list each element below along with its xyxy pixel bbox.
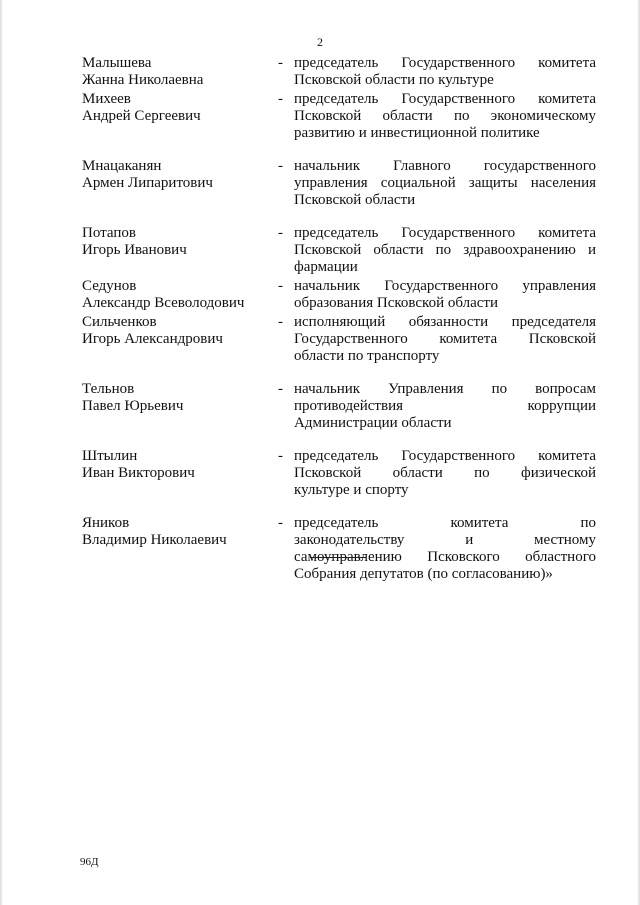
- member-given-names: Владимир Николаевич: [82, 532, 227, 548]
- position-line: председатель Государственного комитета: [294, 55, 596, 71]
- member-surname: Потапов: [82, 225, 136, 241]
- position-line: Псковской области по культуре: [294, 72, 494, 88]
- member-position: [294, 448, 596, 499]
- position-line: начальник Управления по вопросам: [294, 381, 596, 397]
- entry-dash: -: [278, 448, 283, 464]
- position-line: Псковской области по здравоохранению и: [294, 242, 596, 258]
- position-line: Администрации области: [294, 415, 452, 431]
- member-surname: Малышева: [82, 55, 152, 71]
- member-name: [82, 515, 278, 583]
- position-line: начальник Главного государственного: [294, 158, 596, 174]
- position-line: самоуправлению Псковского областного: [294, 549, 596, 565]
- position-line: образования Псковской области: [294, 295, 498, 311]
- position-line: председатель Государственного комитета: [294, 448, 596, 464]
- position-line: председатель комитета по: [294, 515, 596, 531]
- member-given-names: Александр Всеволодович: [82, 295, 245, 311]
- entry-dash: -: [278, 314, 283, 330]
- position-line: области по транспорту: [294, 348, 440, 364]
- position-line: Псковской области по физической: [294, 465, 596, 481]
- member-entry: [82, 515, 598, 583]
- member-position: [294, 314, 596, 365]
- position-line: развитию и инвестиционной политике: [294, 125, 540, 141]
- entry-dash: -: [278, 55, 283, 71]
- position-line: управления социальной защиты населения: [294, 175, 596, 191]
- entry-dash: -: [278, 225, 283, 241]
- member-surname: Сильченков: [82, 314, 157, 330]
- member-name: [82, 225, 278, 276]
- footer-code: 96Д: [80, 856, 99, 868]
- member-entry: [82, 158, 598, 209]
- member-position: [294, 515, 596, 583]
- member-entry: [82, 55, 598, 89]
- member-name: [82, 278, 278, 312]
- page-number: 2: [317, 35, 323, 49]
- member-position: [294, 55, 596, 89]
- member-list: [82, 55, 598, 583]
- entry-dash: -: [278, 158, 283, 174]
- member-entry: [82, 278, 598, 312]
- member-given-names: Андрей Сергеевич: [82, 108, 201, 124]
- position-line: противодействия коррупции: [294, 398, 596, 414]
- member-position: [294, 91, 596, 142]
- position-line: председатель Государственного комитета: [294, 225, 596, 241]
- position-line: председатель Государственного комитета: [294, 91, 596, 107]
- member-name: [82, 314, 278, 365]
- member-entry: [82, 91, 598, 142]
- position-line: начальник Государственного управления: [294, 278, 596, 294]
- member-given-names: Игорь Иванович: [82, 242, 187, 258]
- scan-edge-left: [0, 0, 3, 905]
- entry-dash: -: [278, 278, 283, 294]
- member-surname: Мнацаканян: [82, 158, 162, 174]
- position-line: фармации: [294, 259, 358, 275]
- member-name: [82, 55, 278, 89]
- member-entry: [82, 381, 598, 432]
- position-line: Псковской области по экономическому: [294, 108, 596, 124]
- member-position: [294, 225, 596, 276]
- position-line: Собрания депутатов (по согласованию)»: [294, 566, 553, 582]
- member-given-names: Павел Юрьевич: [82, 398, 184, 414]
- position-line: Государственного комитета Псковской: [294, 331, 596, 347]
- position-line: культуре и спорту: [294, 482, 409, 498]
- member-given-names: Жанна Николаевна: [82, 72, 204, 88]
- member-surname: Михеев: [82, 91, 131, 107]
- position-line: законодательству и местному: [294, 532, 596, 548]
- member-entry: [82, 225, 598, 276]
- position-line: исполняющий обязанности председателя: [294, 314, 596, 330]
- member-entry: [82, 314, 598, 365]
- closing-separator-line: [310, 557, 366, 558]
- member-surname: Седунов: [82, 278, 137, 294]
- member-name: [82, 158, 278, 209]
- member-surname: Штылин: [82, 448, 138, 464]
- member-position: [294, 158, 596, 209]
- member-name: [82, 381, 278, 432]
- member-surname: Яников: [82, 515, 130, 531]
- entry-dash: -: [278, 91, 283, 107]
- member-given-names: Армен Липаритович: [82, 175, 213, 191]
- entry-dash: -: [278, 515, 283, 531]
- entry-dash: -: [278, 381, 283, 397]
- member-entry: [82, 448, 598, 499]
- member-surname: Тельнов: [82, 381, 135, 397]
- position-line: Псковской области: [294, 192, 416, 208]
- member-name: [82, 448, 278, 499]
- member-given-names: Иван Викторович: [82, 465, 195, 481]
- member-position: [294, 278, 596, 312]
- member-name: [82, 91, 278, 142]
- member-position: [294, 381, 596, 432]
- member-given-names: Игорь Александрович: [82, 331, 223, 347]
